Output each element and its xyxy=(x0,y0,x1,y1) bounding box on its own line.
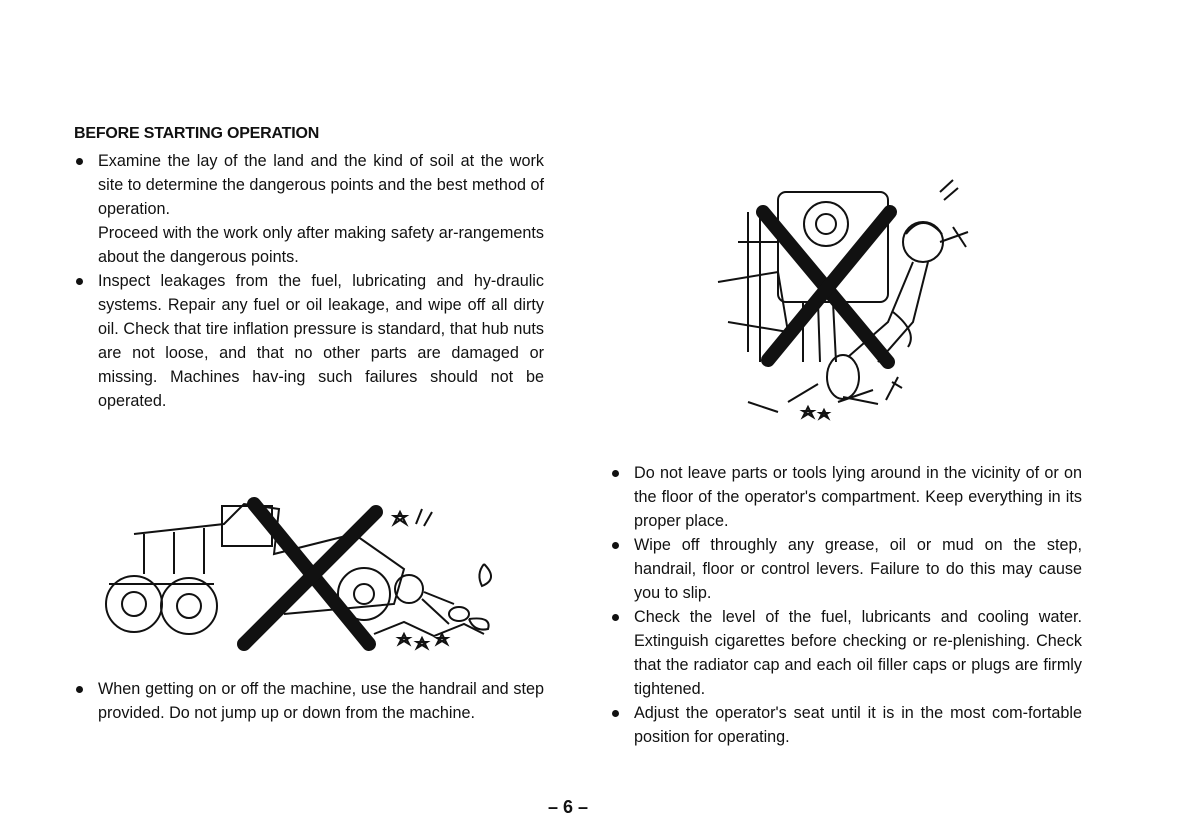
bullet-paragraph: Examine the lay of the land and the kind of soil at the work site to determine the dangerous points and the best method of operation. xyxy=(98,152,544,218)
left-column xyxy=(74,122,544,413)
illustration-slipping-operator xyxy=(708,172,988,432)
bullet-item: Wipe off throughly any grease, oil or mud on the step, handrail, floor or control levers. Failure to do this may cause you to slip. xyxy=(610,533,1082,605)
page-number: – 6 – xyxy=(547,797,589,817)
right-column xyxy=(610,461,1082,749)
left-bottom-bullet-list xyxy=(74,677,544,725)
bullet-item: When getting on or off the machine, use the handrail and step provided. Do not jump up or down from the machine. xyxy=(74,677,544,725)
left-bottom-column xyxy=(74,677,544,725)
section-heading: BEFORE STARTING OPERATION xyxy=(74,125,320,142)
bullet-item xyxy=(74,149,544,269)
bullet-paragraph: Inspect leakages from the fuel, lubricating and hy-draulic systems. Repair any fuel or oil leakage, and wipe off all dirty oil. Check that tire inflation pressure is standard, that hub nuts are not loose, and that no other parts are damaged or missing. Machines hav-ing such failures should not be operated. xyxy=(98,272,544,410)
illustration-jumping-operator xyxy=(104,494,502,664)
bullet-paragraph: Proceed with the work only after making safety ar-rangements about the dangerous points. xyxy=(98,224,544,266)
jumping-operator-icon xyxy=(104,494,502,664)
slipping-operator-icon xyxy=(708,172,988,432)
bullet-item: Do not leave parts or tools lying around in the vicinity of or on the floor of the operator's compartment. Keep everything in its proper place. xyxy=(610,461,1082,533)
left-bullet-list xyxy=(74,149,544,413)
bullet-item: Check the level of the fuel, lubricants and cooling water. Extinguish cigarettes before checking or re-plenishing. Check that the radiator cap and each oil filler caps or plugs are firmly tightened. xyxy=(610,605,1082,701)
right-bullet-list xyxy=(610,461,1082,749)
bullet-item xyxy=(74,269,544,413)
bullet-item: Adjust the operator's seat until it is in the most com-fortable position for operating. xyxy=(610,701,1082,749)
